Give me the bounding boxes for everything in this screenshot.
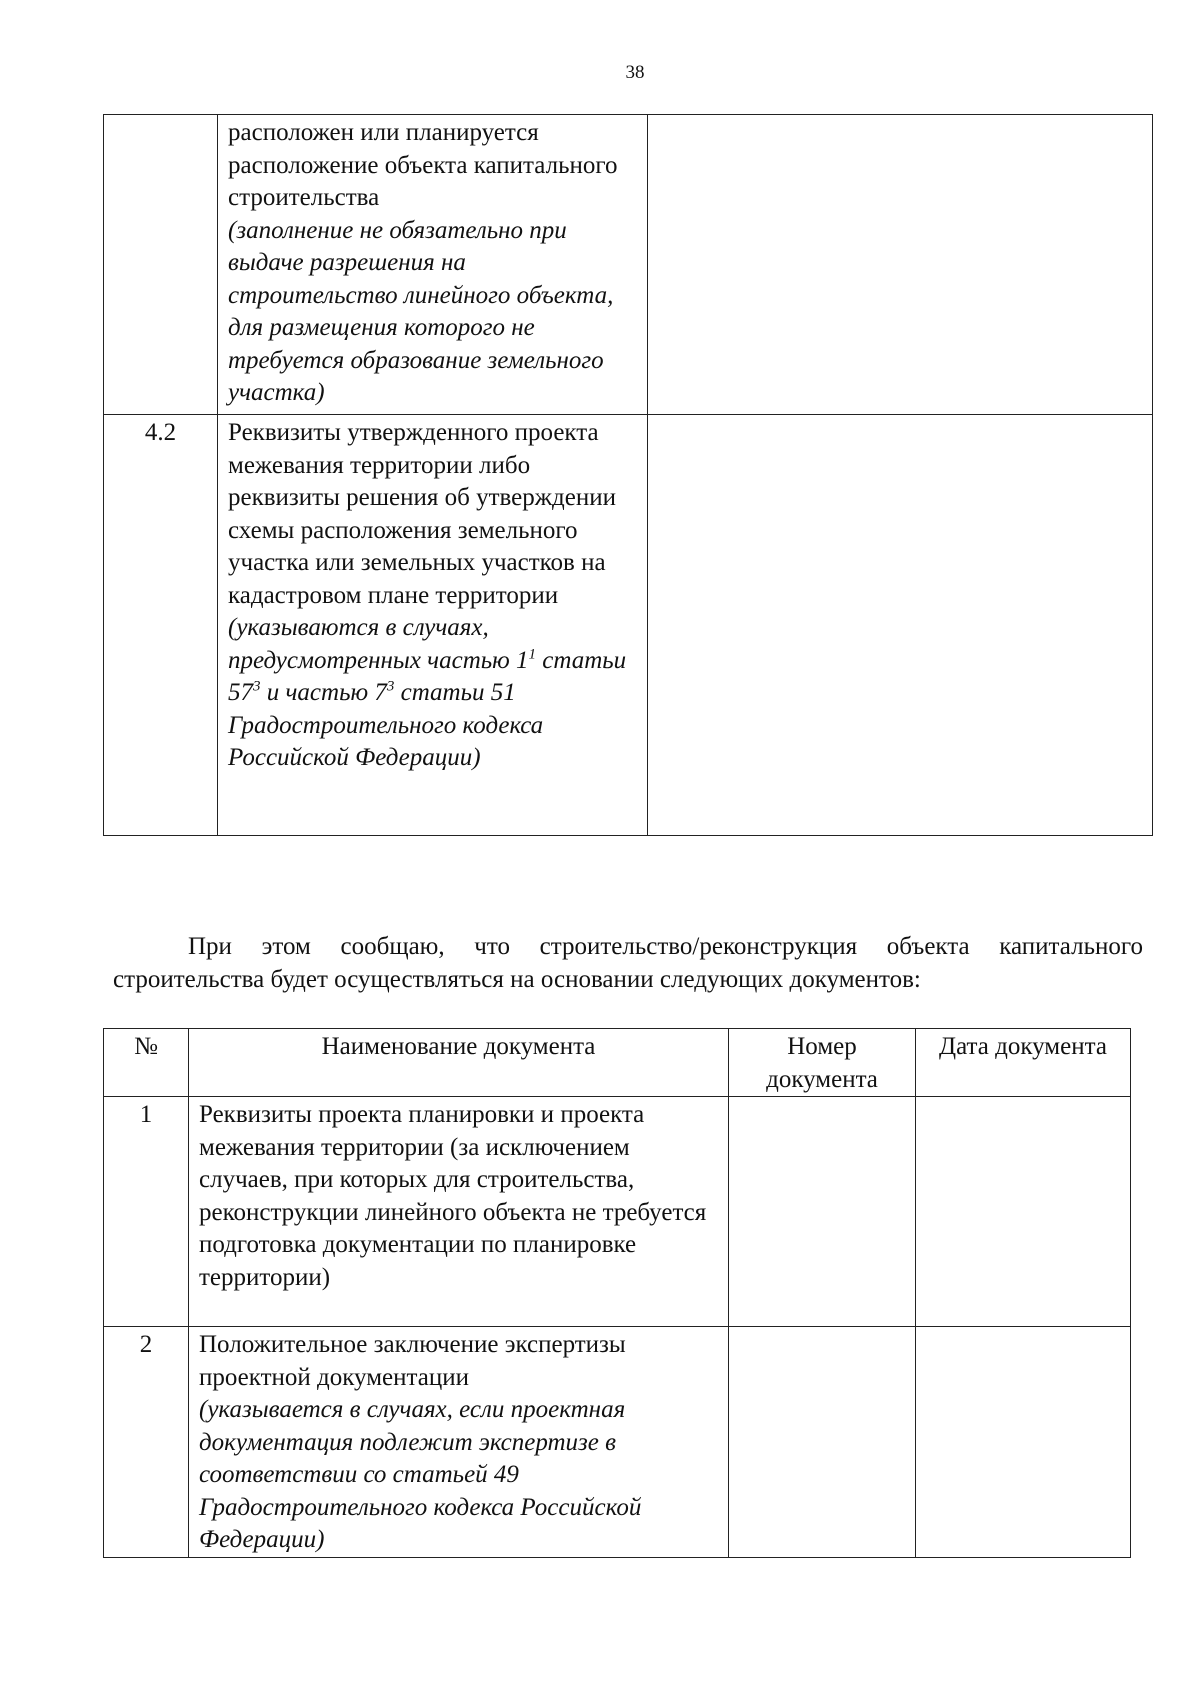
- row-description: расположен или планируется расположение объекта капитального строительства: [228, 119, 618, 211]
- body-paragraph: [113, 930, 1143, 996]
- row-description-cell: [189, 1097, 729, 1327]
- row-value-cell[interactable]: [648, 115, 1153, 415]
- row-number-cell: [104, 115, 218, 415]
- note-part: статьи 51 Градостроительного кодекса Российской Федерации): [228, 679, 544, 771]
- note-part: и частью 7: [260, 679, 387, 706]
- row-description: Положительное заключение экспертизы проектной документации: [199, 1331, 626, 1391]
- row-description: Реквизиты утвержденного проекта межевания территории либо реквизиты решения об утверждении схемы расположения земельного участка или земельных участков на кадастровом плане территории: [228, 419, 616, 609]
- row-note: [228, 612, 637, 775]
- row-number-cell: 1: [104, 1097, 189, 1327]
- row-description: Реквизиты проекта планировки и проекта межевания территории (за исключением случаев, при которых для строительства, реконструкции линейного объекта не требуется подготовка документации по планировке территории): [199, 1101, 707, 1291]
- note-part: (указываются в случаях, предусмотренных частью 1: [228, 614, 529, 674]
- table-row: [104, 415, 1153, 836]
- note-part: статьи 57: [228, 646, 627, 706]
- documents-table: [103, 1028, 1131, 1558]
- document-date-cell[interactable]: [916, 1327, 1131, 1558]
- paragraph-line: строительства будет осуществляться на основании следующих документов:: [113, 966, 921, 993]
- table-row: [104, 1327, 1131, 1558]
- superscript: 3: [253, 678, 261, 695]
- row-value-cell[interactable]: [648, 415, 1153, 836]
- document-date-cell[interactable]: [916, 1097, 1131, 1327]
- table-row: [104, 1097, 1131, 1327]
- table-header-row: [104, 1029, 1131, 1097]
- header-document-name: Наименование документа: [189, 1029, 729, 1097]
- header-document-number: Номер документа: [729, 1029, 916, 1097]
- superscript: 3: [386, 678, 395, 695]
- page-number: 38: [625, 62, 645, 83]
- row-number-cell: 2: [104, 1327, 189, 1558]
- permit-details-table: [103, 114, 1153, 836]
- row-description-cell: [218, 415, 648, 836]
- row-note: (заполнение не обязательно при выдаче разрешения на строительство линейного объекта, для размещения которого не требуется образование земельного участка): [228, 216, 614, 406]
- paragraph-line: При этом сообщаю, что строительство/реконструкция объекта капитального: [188, 933, 1143, 960]
- table-row: [104, 115, 1153, 415]
- document-number-cell[interactable]: [729, 1327, 916, 1558]
- header-document-date: Дата документа: [916, 1029, 1131, 1097]
- row-description-cell: [189, 1327, 729, 1558]
- row-number-cell: 4.2: [104, 415, 218, 836]
- header-number: №: [104, 1029, 189, 1097]
- row-description-cell: [218, 115, 648, 415]
- row-note: (указывается в случаях, если проектная документация подлежит экспертизе в соответствии со статьей 49 Градостроительного кодекса Российской Федерации): [199, 1396, 642, 1553]
- superscript: 1: [528, 646, 537, 663]
- document-number-cell[interactable]: [729, 1097, 916, 1327]
